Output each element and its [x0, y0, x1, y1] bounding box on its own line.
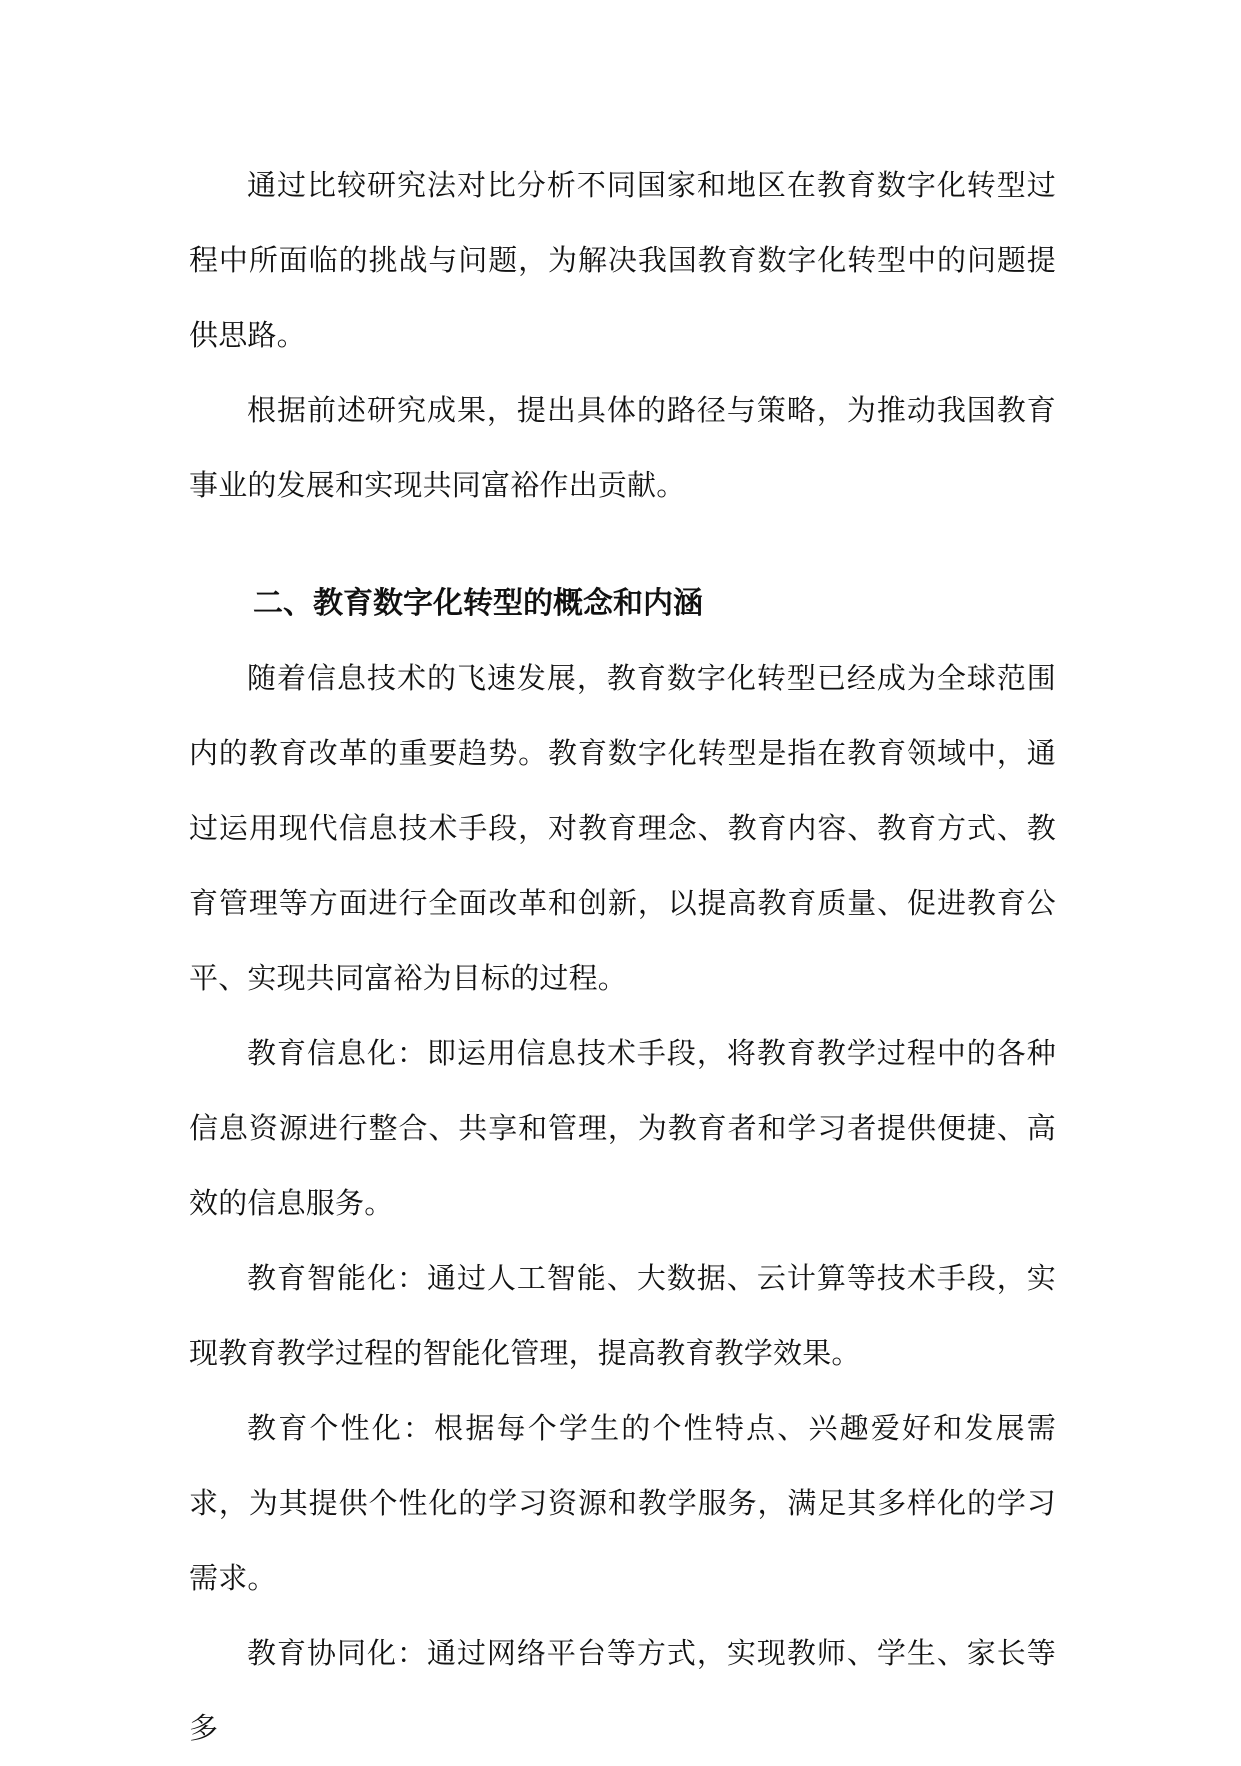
- document-body: [189, 148, 1056, 1766]
- paragraph-strategy-proposal: 根据前述研究成果，提出具体的路径与策略，为推动我国教育事业的发展和实现共同富裕作出贡献。: [189, 393, 1056, 502]
- paragraph-collaboration: 教育协同化：通过网络平台等方式，实现教师、学生、家长等多: [189, 1636, 1056, 1745]
- paragraph-comparative-research: 通过比较研究法对比分析不同国家和地区在教育数字化转型过程中所面临的挑战与问题，为解决我国教育数字化转型中的问题提供思路。: [189, 168, 1056, 352]
- paragraph-intelligentization: 教育智能化：通过人工智能、大数据、云计算等技术手段，实现教育教学过程的智能化管理，提高教育教学效果。: [189, 1261, 1056, 1370]
- paragraph-informatization: 教育信息化：即运用信息技术手段，将教育教学过程中的各种信息资源进行整合、共享和管理，为教育者和学习者提供便捷、高效的信息服务。: [189, 1036, 1056, 1220]
- paragraph-personalization: 教育个性化：根据每个学生的个性特点、兴趣爱好和发展需求，为其提供个性化的学习资源和教学服务，满足其多样化的学习需求。: [189, 1411, 1056, 1595]
- paragraph-concept-definition: 随着信息技术的飞速发展，教育数字化转型已经成为全球范围内的教育改革的重要趋势。教育数字化转型是指在教育领域中，通过运用现代信息技术手段，对教育理念、教育内容、教育方式、教育管理等方面进行全面改革和创新，以提高教育质量、促进教育公平、实现共同富裕为目标的过程。: [189, 661, 1056, 995]
- section-heading: 二、教育数字化转型的概念和内涵: [253, 586, 703, 621]
